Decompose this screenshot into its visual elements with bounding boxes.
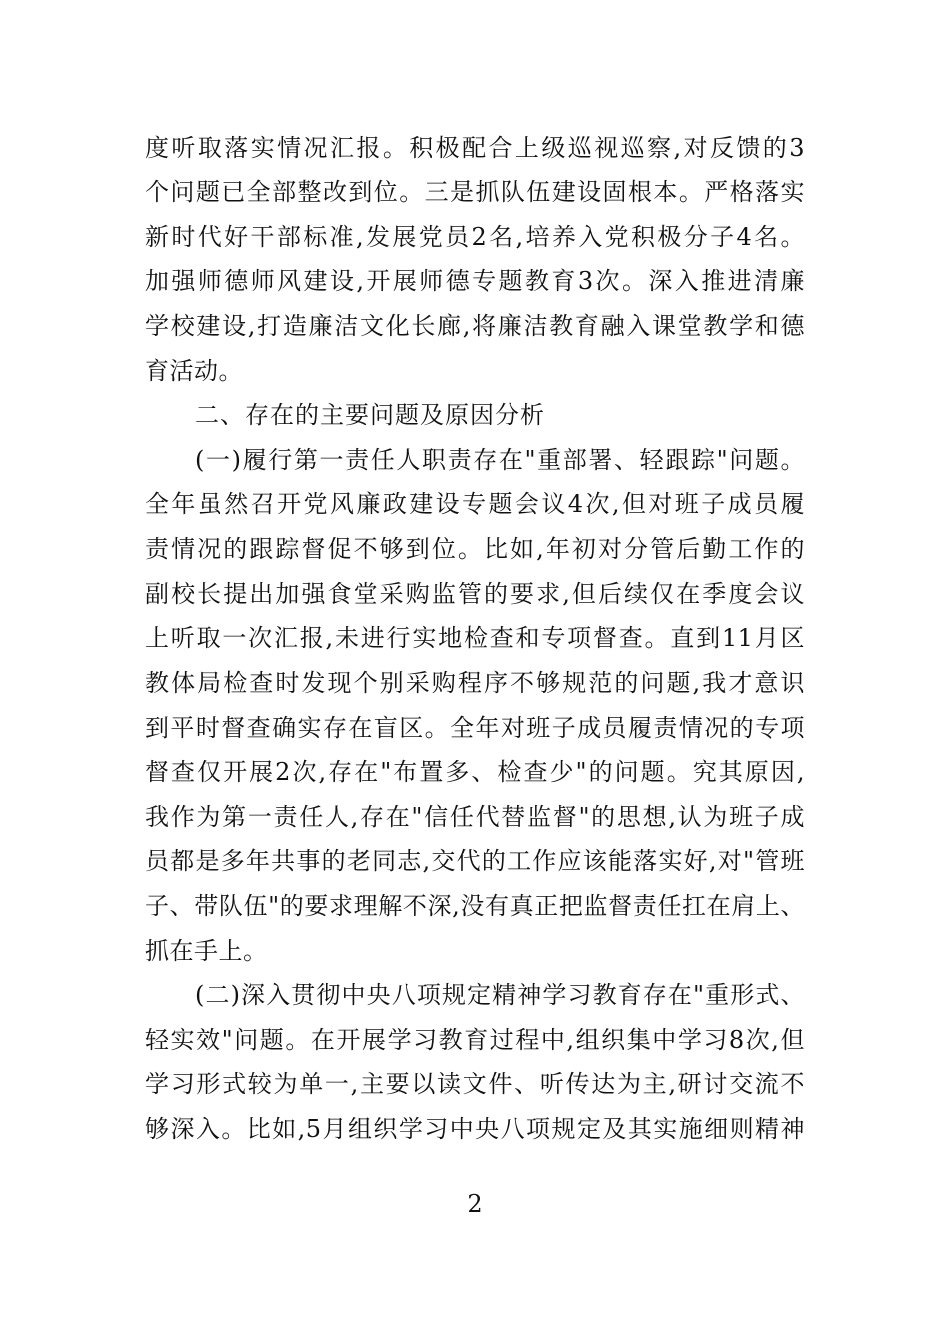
text-line: 学习形式较为单一,主要以读文件、听传达为主,研讨交流不 [145, 1070, 805, 1098]
text-line: 学校建设,打造廉洁文化长廊,将廉洁教育融入课堂教学和德 [145, 312, 805, 340]
text-line: 督查仅开展2次,存在"布置多、检查少"的问题。究其原因, [145, 758, 805, 786]
text-line: 够深入。比如,5月组织学习中央八项规定及其实施细则精神 [145, 1115, 805, 1143]
text-line: 责情况的跟踪督促不够到位。比如,年初对分管后勤工作的 [145, 535, 805, 563]
text-line: 教体局检查时发现个别采购程序不够规范的问题,我才意识 [145, 669, 805, 697]
text-line: 副校长提出加强食堂采购监管的要求,但后续仅在季度会议 [145, 580, 805, 608]
text-line: (一)履行第一责任人职责存在"重部署、轻跟踪"问题。 [195, 446, 805, 474]
text-line: 到平时督查确实存在盲区。全年对班子成员履责情况的专项 [145, 714, 805, 742]
text-line: 上听取一次汇报,未进行实地检查和专项督查。直到11月区 [145, 624, 805, 652]
section-heading: 二、存在的主要问题及原因分析 [195, 401, 545, 429]
page-number: 2 [467, 1190, 483, 1218]
text-line: 轻实效"问题。在开展学习教育过程中,组织集中学习8次,但 [145, 1026, 805, 1054]
text-line: 新时代好干部标准,发展党员2名,培养入党积极分子4名。 [145, 223, 805, 251]
text-line: 全年虽然召开党风廉政建设专题会议4次,但对班子成员履 [145, 490, 805, 518]
text-line: 员都是多年共事的老同志,交代的工作应该能落实好,对"管班 [145, 847, 805, 875]
text-line: 育活动。 [145, 357, 243, 385]
text-line: 我作为第一责任人,存在"信任代替监督"的思想,认为班子成 [145, 803, 805, 831]
text-line: 抓在手上。 [145, 937, 268, 965]
text-line: 度听取落实情况汇报。积极配合上级巡视巡察,对反馈的3 [145, 134, 805, 162]
text-line: 个问题已全部整改到位。三是抓队伍建设固根本。严格落实 [145, 178, 805, 206]
text-line: 子、带队伍"的要求理解不深,没有真正把监督责任扛在肩上、 [145, 892, 805, 920]
text-line: (二)深入贯彻中央八项规定精神学习教育存在"重形式、 [195, 981, 805, 1009]
text-line: 加强师德师风建设,开展师德专题教育3次。深入推进清廉 [145, 267, 805, 295]
